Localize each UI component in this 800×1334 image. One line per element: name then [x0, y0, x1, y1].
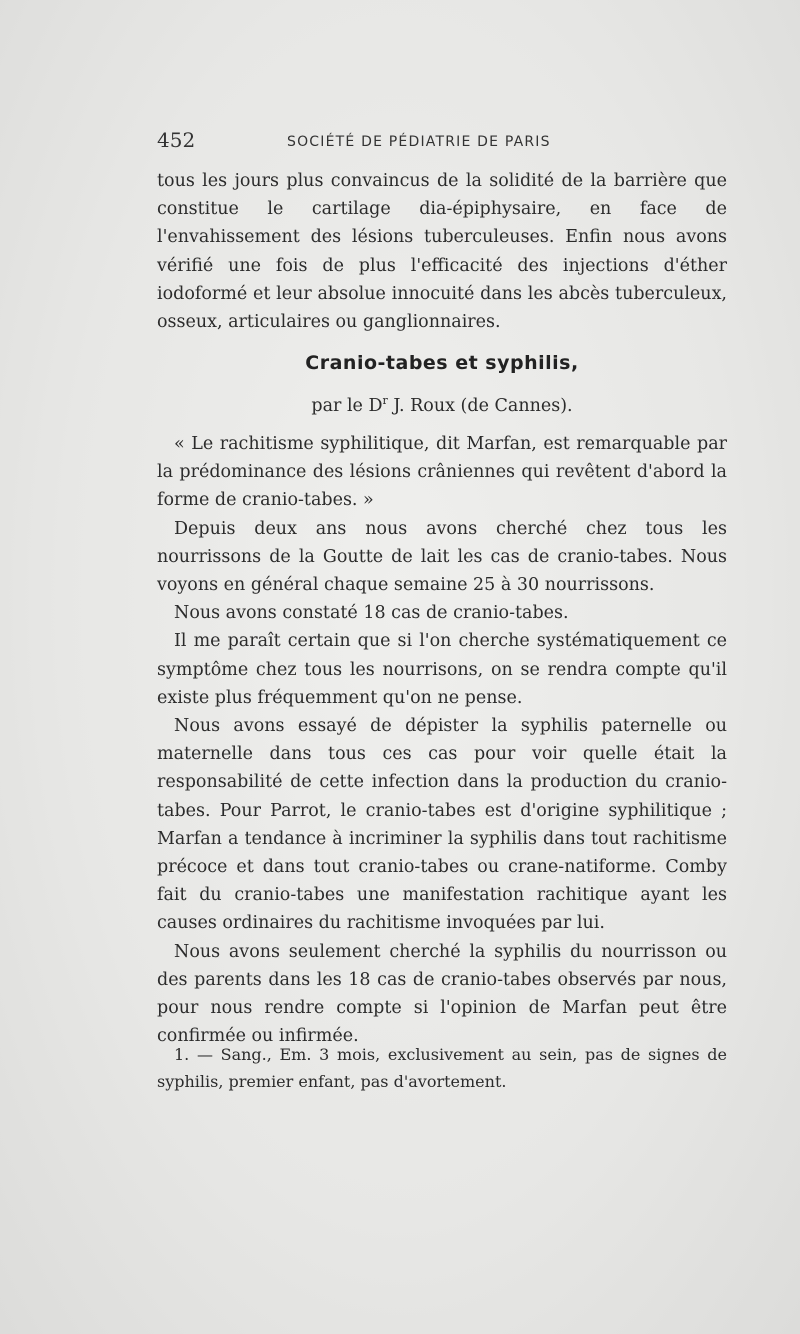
byline-rest: J. Roux (de Cannes). — [387, 395, 573, 416]
body-paragraph: Nous avons essayé de dépister la syphilis paternelle ou maternelle dans tous ces cas pour voir quelle était la responsabilité de cette infection dans la production du cranio-tabes. Pour Parrot, le cranio-tabes est d'origine syphilitique ; Marfan a tendance à incriminer la syphilis dans tout rachitisme précoce et dans tout cranio-tabes ou crane-natiforme. Comby fait du cranio-tabes une manifestation rachitique ayant les causes ordinaires du rachitisme invoquées par lui. — [157, 716, 727, 934]
page-number: 452 — [157, 128, 196, 152]
footnote-text: 1. — Sang., Em. 3 mois, exclusivement au sein, pas de signes de syphilis, premier enfant, pas d'avortement. — [157, 1045, 727, 1091]
body-paragraph: Depuis deux ans nous avons cherché chez tous les nourrissons de la Goutte de lait les cas de cranio-tabes. Nous voyons en général chaque semaine 25 à 30 nourrissons. — [157, 518, 727, 596]
running-head: SOCIÉTÉ DE PÉDIATRIE DE PARIS — [287, 134, 551, 150]
byline-prefix: par le D — [311, 395, 383, 416]
body-paragraph: Il me paraît certain que si l'on cherche systématiquement ce symptôme chez tous les nourrisons, on se rendra compte qu'il existe plus fréquemment qu'on ne pense. — [157, 631, 727, 708]
body-paragraph: Nous avons seulement cherché la syphilis du nourrisson ou des parents dans les 18 cas de cranio-tabes observés par nous, pour nous rendre compte si l'opinion de Marfan peut être confirmée ou infirmée. — [157, 941, 727, 1047]
footnote — [157, 1041, 727, 1095]
byline-sup: r — [382, 394, 388, 407]
intro-paragraph: tous les jours plus convaincus de la solidité de la barrière que constitue le cartilage dia-épiphysaire, en face de l'envahissement des lésions tuberculeuses. Enfin nous avons vérifié une fois de plus l'efficacité des injections d'éther iodoformé et leur absolue innocuité dans les abcès tuberculeux, osseux, articulaires ou ganglionnaires. — [157, 171, 727, 333]
article-body — [157, 430, 727, 1050]
body-paragraph: « Le rachitisme syphilitique, dit Marfan, est remarquable par la prédominance des lésions crâniennes qui revêtent d'abord la forme de cranio-tabes. » — [157, 434, 727, 511]
page-header — [157, 128, 727, 154]
body-paragraph: Nous avons constaté 18 cas de cranio-tabes. — [174, 603, 569, 624]
article-title: Cranio-tabes et syphilis, — [305, 352, 579, 374]
article-byline — [157, 394, 727, 416]
